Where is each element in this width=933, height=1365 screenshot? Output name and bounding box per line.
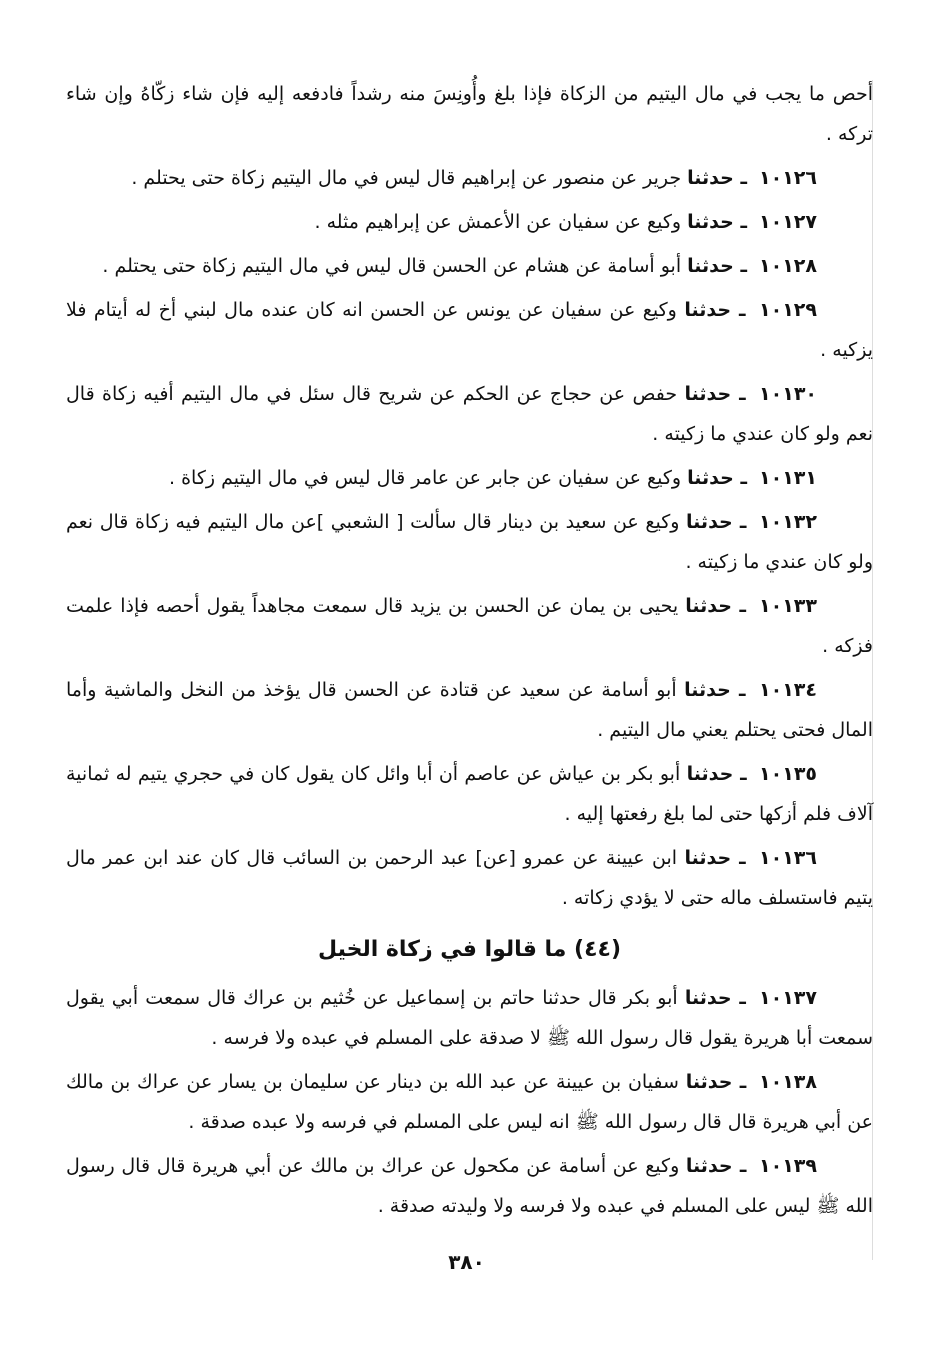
page-number: ٣٨٠ — [448, 1250, 485, 1274]
hadith-entry — [66, 978, 873, 1058]
hadith-text: ابن عيينة عن عمرو [عن] عبد الرحمن بن السائب قال كان عند ابن عمر مال يتيم فاستسلف ماله حتى لا يؤدي زكاته . — [66, 847, 873, 909]
hadith-entry — [66, 838, 873, 918]
hadith-text: أبو أسامة عن سعيد عن قتادة عن الحسن قال يؤخذ من النخل والماشية وأما المال فحتى يحتلم يعني مال اليتيم . — [66, 679, 873, 741]
hadith-entry — [66, 458, 873, 498]
hadith-entry — [66, 754, 873, 834]
intro-paragraph: أحص ما يجب في مال اليتيم من الزكاة فإذا بلغ وأُونِسَ منه رشداً فادفعه إليه فإن شاء زكّاهُ وإن شاء تركه . — [66, 83, 873, 145]
page-body — [66, 74, 873, 1230]
hadith-lead: ـ حدثنا — [687, 211, 747, 233]
hadith-text: جرير عن منصور عن إبراهيم قال ليس في مال اليتيم زكاة حتى يحتلم . — [131, 167, 682, 189]
hadith-lead: ـ حدثنا — [686, 763, 747, 785]
hadith-text: أبو بكر قال حدثنا حاتم بن إسماعيل عن خُثيم بن عراك قال سمعت أبي يقول سمعت أبا هريرة يقول قال رسول الله ﷺ لا صدقة على المسلم في عبده ولا فرسه . — [66, 987, 873, 1049]
hadith-lead: ـ حدثنا — [685, 595, 746, 617]
hadith-number: ١٠١٣٢ — [759, 511, 817, 533]
hadith-lead: ـ حدثنا — [687, 167, 747, 189]
hadith-entry — [66, 670, 873, 750]
hadith-text: وكيع عن سفيان عن يونس عن الحسن انه كان عنده مال لبني أخ له أيتام فلا يزكيه . — [66, 299, 873, 361]
hadith-lead: ـ حدثنا — [687, 255, 747, 277]
hadith-number: ١٠١٢٩ — [759, 299, 817, 321]
hadith-lead: ـ حدثنا — [684, 383, 746, 405]
hadith-text: حفص عن حجاج عن الحكم عن شريح قال سئل في مال اليتيم أفيه زكاة قال نعم ولو كان عندي ما زكيته . — [66, 383, 873, 445]
hadith-number: ١٠١٢٨ — [759, 255, 817, 277]
hadith-entry — [66, 158, 873, 198]
hadith-entry — [66, 374, 873, 454]
hadith-text: أبو أسامة عن هشام عن الحسن قال ليس في مال اليتيم زكاة حتى يحتلم . — [102, 255, 682, 277]
hadith-text: سفيان بن عيينة عن عبد الله بن دينار عن سليمان بن يسار عن عراك بن مالك عن أبي هريرة قال قال رسول الله ﷺ انه ليس على المسلم في فرسه ولا عبده صدقة . — [66, 1071, 873, 1133]
hadith-entry — [66, 1146, 873, 1226]
hadith-entry — [66, 290, 873, 370]
hadith-text: يحيى بن يمان عن الحسن بن يزيد قال سمعت مجاهداً يقول أحصه فإذا علمت فزكه . — [66, 595, 873, 657]
hadith-number: ١٠١٣٠ — [759, 383, 818, 405]
hadith-list-before — [66, 158, 873, 918]
hadith-number: ١٠١٣٤ — [759, 679, 817, 701]
hadith-text: وكيع عن أسامة عن مكحول عن عراك بن مالك عن أبي هريرة قال قال رسول الله ﷺ ليس على المسلم في عبده ولا فرسه ولا وليدته صدقة . — [66, 1155, 873, 1217]
hadith-number: ١٠١٣٩ — [759, 1155, 817, 1177]
hadith-number: ١٠١٣٥ — [759, 763, 818, 785]
hadith-number: ١٠١٣١ — [759, 467, 817, 489]
hadith-list-after — [66, 978, 873, 1226]
hadith-entry — [66, 202, 873, 242]
hadith-text: وكيع عن سعيد بن دينار قال سألت [ الشعبي ]عن مال اليتيم فيه زكاة قال نعم ولو كان عندي ما زكيته . — [66, 511, 873, 573]
hadith-lead: ـ حدثنا — [684, 299, 746, 321]
hadith-entry — [66, 246, 873, 286]
hadith-lead: ـ حدثنا — [686, 511, 747, 533]
hadith-lead: ـ حدثنا — [685, 1071, 747, 1093]
hadith-entry — [66, 586, 873, 666]
hadith-lead: ـ حدثنا — [684, 679, 746, 701]
hadith-number: ١٠١٢٧ — [759, 211, 817, 233]
hadith-number: ١٠١٣٧ — [759, 987, 817, 1009]
hadith-lead: ـ حدثنا — [685, 1155, 747, 1177]
hadith-text: وكيع عن سفيان عن الأعمش عن إبراهيم مثله . — [314, 211, 682, 233]
hadith-text: أبو بكر بن عياش عن عاصم أن أبا وائل كان يقول كان في حجري يتيم له ثمانية آلاف فلم أزكها حتى لما بلغ رفعتها إليه . — [66, 763, 873, 825]
hadith-number: ١٠١٢٦ — [759, 167, 817, 189]
hadith-entry — [66, 502, 873, 582]
section-heading: (٤٤) ما قالوا في زكاة الخيل — [317, 937, 622, 962]
hadith-text: وكيع عن سفيان عن جابر عن عامر قال ليس في مال اليتيم زكاة . — [169, 467, 682, 489]
hadith-lead: ـ حدثنا — [684, 987, 746, 1009]
hadith-number: ١٠١٣٣ — [759, 595, 817, 617]
hadith-lead: ـ حدثنا — [687, 467, 747, 489]
hadith-number: ١٠١٣٨ — [759, 1071, 817, 1093]
hadith-lead: ـ حدثنا — [684, 847, 746, 869]
hadith-number: ١٠١٣٦ — [759, 847, 817, 869]
hadith-entry — [66, 1062, 873, 1142]
